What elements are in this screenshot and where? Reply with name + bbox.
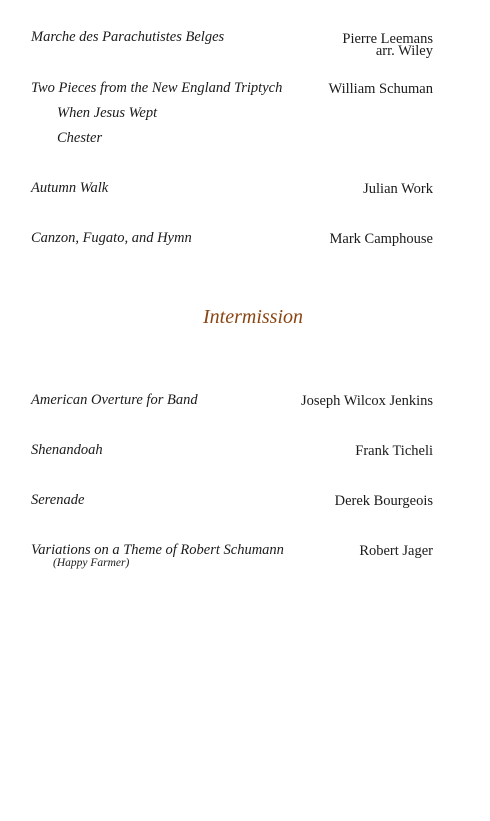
program-item-composer: Joseph Wilcox Jenkins [300,393,433,409]
intermission-heading: Intermission [203,306,303,328]
program-item-movement: Chester [57,130,103,146]
program-item-composer: Frank Ticheli [355,443,433,459]
program-item-title: American Overture for Band [31,392,198,408]
program-item-composer: William Schuman [328,81,433,97]
program-item-subtitle: (Happy Farmer) [53,557,130,569]
program-item-title: Shenandoah [31,442,103,458]
program-item-composer: Derek Bourgeois [334,493,433,509]
program-item-composer: Julian Work [363,181,433,197]
program-item-title: Marche des Parachutistes Belges [31,29,225,45]
program-item-composer: Mark Camphouse [329,231,433,247]
program-item-title: Autumn Walk [31,180,109,196]
program-item-movement: When Jesus Wept [57,105,158,121]
program-item-title: Serenade [31,492,85,508]
program-item-arranger: arr. Wiley [375,43,433,59]
program-item-title: Two Pieces from the New England Triptych [31,80,283,96]
program-item-composer: Pierre Leemans [342,31,433,47]
program-item-composer: Robert Jager [359,543,433,559]
program-item-title: Canzon, Fugato, and Hymn [31,230,192,246]
program-item-title: Variations on a Theme of Robert Schumann [31,542,284,558]
